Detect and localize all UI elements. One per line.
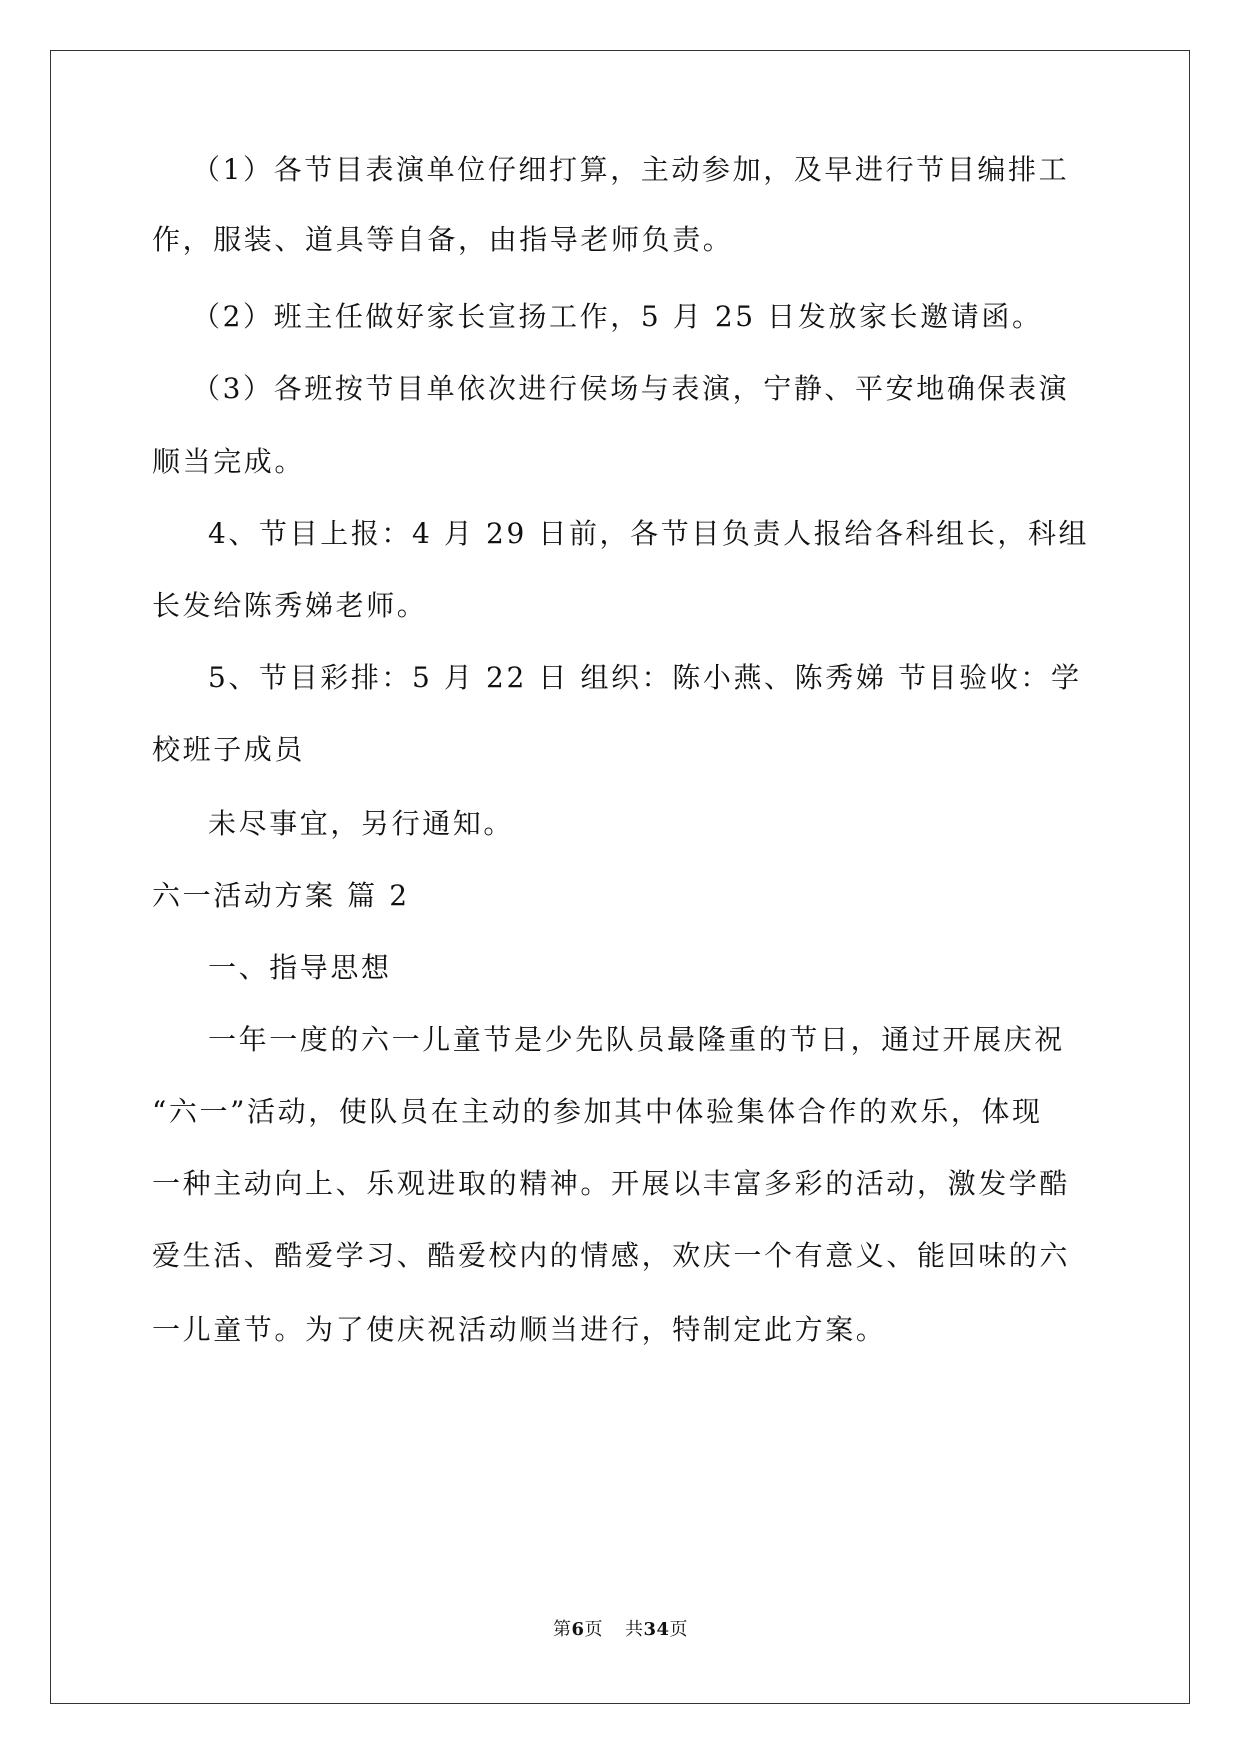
paragraph-line: 一儿童节。为了使庆祝活动顺当进行，特制定此方案。 <box>152 1313 887 1346</box>
page-footer <box>0 1618 1241 1642</box>
paragraph-line: 顺当完成。 <box>152 445 306 478</box>
page-prefix: 第 <box>552 1619 572 1640</box>
paragraph-line: 4、节目上报：4 月 29 日前，各节目负责人报给各科组长，科组 <box>208 517 1090 550</box>
total-prefix: 共 <box>624 1619 644 1640</box>
paragraph-line: 未尽事宜，另行通知。 <box>208 807 515 840</box>
paragraph-line: （1）各节目表演单位仔细打算，主动参加，及早进行节目编排工 <box>192 153 1070 186</box>
paragraph-line: 一种主动向上、乐观进取的精神。开展以丰富多彩的活动，激发学酷 <box>152 1167 1071 1200</box>
paragraph-line: （3）各班按节目单依次进行侯场与表演，宁静、平安地确保表演 <box>192 372 1070 405</box>
paragraph-line: （2）班主任做好家长宣扬工作，5 月 25 日发放家长邀请函。 <box>192 300 1043 333</box>
total-suffix: 页 <box>669 1619 689 1640</box>
paragraph-line: 校班子成员 <box>152 733 306 766</box>
paragraph-line: 5、节目彩排：5 月 22 日 组织：陈小燕、陈秀娣 节目验收：学 <box>208 661 1082 694</box>
page-number: 6 <box>571 1619 585 1640</box>
paragraph-line: 爱生活、酷爱学习、酷爱校内的情感，欢庆一个有意义、能回味的六 <box>152 1239 1071 1272</box>
paragraph-line: “六一”活动，使队员在主动的参加其中体验集体合作的欢乐，体现 <box>152 1095 1043 1128</box>
paragraph-line: 长发给陈秀娣老师。 <box>152 589 428 622</box>
total-pages: 34 <box>643 1619 670 1640</box>
subsection-heading: 一、指导思想 <box>208 951 392 984</box>
page-suffix: 页 <box>584 1619 603 1640</box>
section-heading: 六一活动方案 篇 2 <box>152 879 410 912</box>
paragraph-line: 作，服装、道具等自备，由指导老师负责。 <box>152 223 734 256</box>
paragraph-line: 一年一度的六一儿童节是少先队员最隆重的节日，通过开展庆祝 <box>208 1023 1065 1056</box>
